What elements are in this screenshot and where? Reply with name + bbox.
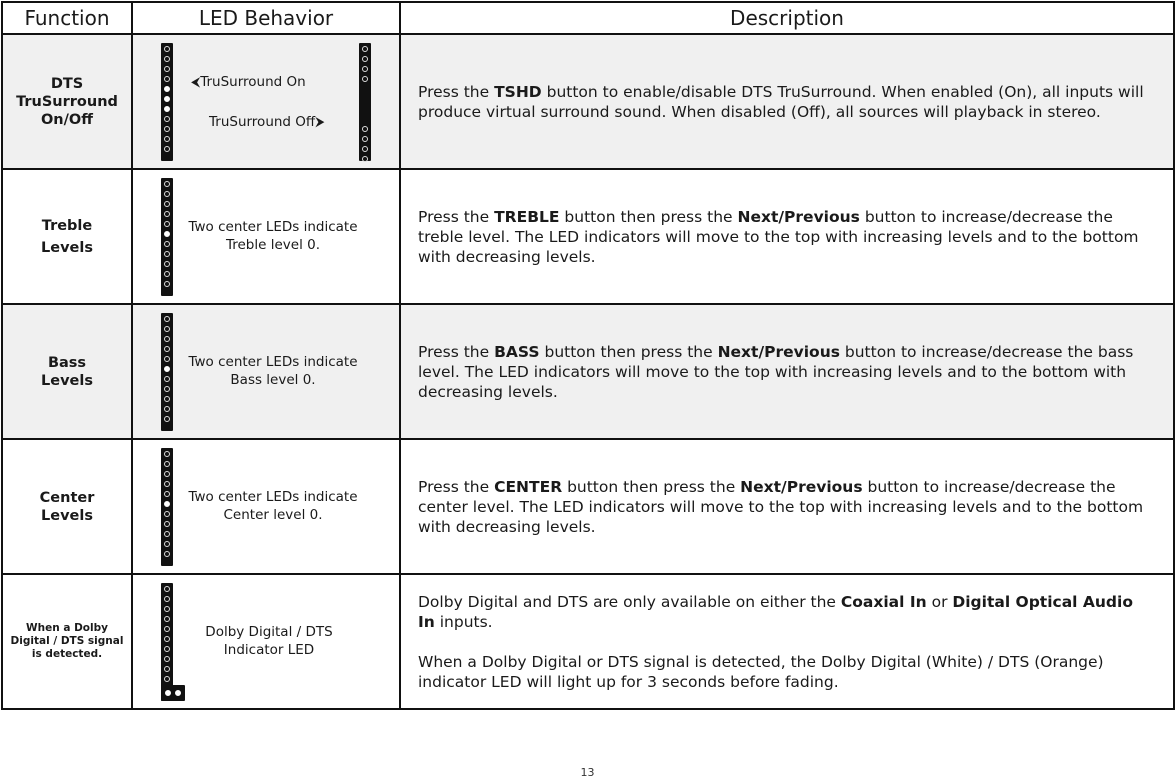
- led-dot: [164, 491, 170, 497]
- led-caption: [183, 353, 363, 389]
- led-dot: [164, 461, 170, 467]
- led-dot: [164, 396, 170, 402]
- led-dot: [164, 481, 170, 487]
- led-caption-line: Center level 0.: [223, 507, 323, 523]
- table-row: [2, 574, 1174, 709]
- led-dot: [164, 531, 170, 537]
- bold-term: Next/Previous: [740, 477, 863, 496]
- led-dot: [164, 406, 170, 412]
- function-cell: [2, 304, 132, 439]
- function-label: Digital / DTS signal: [10, 635, 124, 647]
- text-run: or: [926, 592, 953, 611]
- led-dot: [164, 511, 170, 517]
- led-strip: [161, 583, 173, 701]
- led-dot: [164, 346, 170, 352]
- function-label: Levels: [41, 372, 93, 389]
- function-label: TruSurround: [16, 93, 118, 110]
- led-caption: [179, 623, 359, 659]
- function-cell: [2, 34, 132, 169]
- page-number: 13: [580, 766, 595, 779]
- led-dot: [164, 521, 170, 527]
- led-caption-line: Two center LEDs indicate: [188, 354, 358, 370]
- text-run: inputs.: [434, 612, 493, 631]
- led-dot: [362, 76, 368, 82]
- bold-term: Coaxial In: [840, 592, 927, 611]
- led-caption-line: Dolby Digital / DTS: [205, 624, 333, 640]
- function-cell: [2, 169, 132, 304]
- led-dot: [164, 191, 170, 197]
- led-dot: [164, 626, 170, 632]
- led-dot: [164, 666, 170, 672]
- dolby-dts-indicator: [161, 685, 185, 701]
- function-label: is detected.: [31, 648, 103, 660]
- led-dot: [164, 501, 170, 507]
- function-label: Levels: [41, 239, 93, 256]
- led-strip-off: [359, 43, 371, 161]
- dolby-led-icon: [165, 690, 171, 696]
- led-dot: [164, 146, 170, 152]
- bold-term: CENTER: [494, 477, 563, 496]
- led-dot: [164, 46, 170, 52]
- text-run: button to increase/decrease the treble level. The LED indicators will move to the top with increasing levels and to the bottom with decreasing levels.: [418, 207, 1139, 266]
- led-dot: [164, 281, 170, 287]
- led-dot: [362, 136, 368, 142]
- led-strip: [161, 448, 173, 566]
- led-dot: [164, 451, 170, 457]
- text-run: button to enable/disable DTS TruSurround. When enabled (On), all inputs will produce virtual surround sound. When disabled (Off), all sources will playback in stereo.: [418, 82, 1144, 121]
- bold-term: Next/Previous: [717, 342, 840, 361]
- led-dot: [164, 86, 170, 92]
- led-dot: [164, 646, 170, 652]
- bold-term: TREBLE: [494, 207, 560, 226]
- led-dot: [362, 156, 368, 162]
- description-cell: [400, 34, 1174, 169]
- led-dot: [164, 541, 170, 547]
- led-dot: [164, 261, 170, 267]
- bold-term: Next/Previous: [737, 207, 860, 226]
- led-function-table: [1, 1, 1175, 710]
- bold-term: TSHD: [494, 82, 542, 101]
- led-dot: [362, 46, 368, 52]
- text-run: Press the: [418, 342, 495, 361]
- description-cell: [400, 304, 1174, 439]
- led-caption-line: Bass level 0.: [230, 372, 316, 388]
- function-label: DTS: [50, 75, 84, 92]
- led-dot: [164, 616, 170, 622]
- led-dot: [164, 241, 170, 247]
- led-caption-line: Treble level 0.: [225, 237, 320, 253]
- led-dot: [164, 586, 170, 592]
- description-text: When a Dolby Digital or DTS signal is detected, the Dolby Digital (White) / DTS (Orange) indicator LED will light up for 3 seconds before fading.: [418, 652, 1104, 691]
- led-dot: [164, 221, 170, 227]
- led-on-text: TruSurround On: [200, 74, 306, 90]
- led-caption-line: Indicator LED: [223, 642, 315, 658]
- led-dot: [164, 416, 170, 422]
- description-cell: [400, 574, 1174, 709]
- led-strip: [161, 313, 173, 431]
- led-dot: [164, 326, 170, 332]
- table-row: [2, 304, 1174, 439]
- function-label: When a Dolby: [26, 622, 108, 634]
- text-run: button then press the: [539, 342, 718, 361]
- led-behavior-cell: [132, 34, 400, 169]
- dts-led-icon: [175, 690, 181, 696]
- led-dot: [362, 146, 368, 152]
- header-description: Description: [400, 2, 1174, 34]
- function-label: Bass: [47, 354, 87, 371]
- description-text: [418, 207, 1155, 267]
- led-dot: [164, 336, 170, 342]
- led-dot: [164, 66, 170, 72]
- led-dot: [164, 596, 170, 602]
- led-caption-line: Two center LEDs indicate: [188, 219, 358, 235]
- led-dot: [164, 181, 170, 187]
- led-strip: [161, 43, 173, 161]
- function-label: On/Off: [40, 111, 94, 128]
- led-dot: [164, 386, 170, 392]
- led-dot: [164, 376, 170, 382]
- led-dot: [164, 471, 170, 477]
- text-run: Press the: [418, 207, 495, 226]
- led-dot: [164, 126, 170, 132]
- led-behavior-cell: [132, 169, 400, 304]
- led-dot: [164, 676, 170, 682]
- trusurround-off-label: [209, 113, 359, 132]
- bold-term: BASS: [494, 342, 540, 361]
- description-cell: [400, 439, 1174, 574]
- description-cell: [400, 169, 1174, 304]
- led-dot: [164, 136, 170, 142]
- header-led-behavior: LED Behavior: [132, 2, 400, 34]
- text-run: Press the: [418, 82, 495, 101]
- header-function: Function: [2, 2, 132, 34]
- led-caption: [183, 218, 363, 254]
- bold-term: Digital Optical Audio In: [418, 592, 1133, 631]
- function-label: Treble: [41, 217, 93, 234]
- description-text: [418, 342, 1155, 402]
- led-dot: [164, 271, 170, 277]
- text-run: button to increase/decrease the bass level. The LED indicators will move to the top with increasing levels and to the bottom with decreasing levels.: [418, 342, 1134, 401]
- led-off-text: TruSurround Off: [209, 114, 316, 130]
- led-dot: [164, 56, 170, 62]
- trusurround-on-label: [191, 73, 331, 92]
- table-row: [2, 34, 1174, 169]
- table-row: [2, 169, 1174, 304]
- led-dot: [164, 96, 170, 102]
- function-cell: [2, 439, 132, 574]
- text-run: Press the: [418, 477, 495, 496]
- led-dot: [164, 211, 170, 217]
- led-dot: [164, 106, 170, 112]
- led-dot: [164, 76, 170, 82]
- led-behavior-cell: [132, 439, 400, 574]
- led-dot: [164, 201, 170, 207]
- led-dot: [362, 56, 368, 62]
- led-dot: [164, 356, 170, 362]
- led-dot: [164, 656, 170, 662]
- led-caption-line: Two center LEDs indicate: [188, 489, 358, 505]
- led-dot: [164, 636, 170, 642]
- table-row: [2, 439, 1174, 574]
- led-dot: [164, 251, 170, 257]
- text-run: button to increase/decrease the center level. The LED indicators will move to the top with increasing levels and to the bottom with decreasing levels.: [418, 477, 1144, 536]
- led-dot: [164, 316, 170, 322]
- text-run: button then press the: [562, 477, 741, 496]
- led-dot: [164, 606, 170, 612]
- arrow-left-icon: ⮜: [191, 75, 201, 90]
- function-cell: [2, 574, 132, 709]
- text-run: button then press the: [559, 207, 738, 226]
- led-dot: [164, 551, 170, 557]
- led-dot: [164, 366, 170, 372]
- led-dot: [164, 116, 170, 122]
- led-caption: [183, 488, 363, 524]
- led-dot: [164, 231, 170, 237]
- description-text: [418, 82, 1155, 122]
- led-dot: [362, 126, 368, 132]
- function-label: Levels: [41, 507, 93, 524]
- function-label: Center: [39, 489, 95, 506]
- led-behavior-cell: [132, 304, 400, 439]
- text-run: Dolby Digital and DTS are only available on either the: [418, 592, 841, 611]
- description-text: [418, 477, 1155, 537]
- led-behavior-cell: [132, 574, 400, 709]
- led-dot: [362, 66, 368, 72]
- arrow-right-icon: ⮞: [315, 115, 325, 130]
- led-strip: [161, 178, 173, 296]
- description-text: [418, 592, 1155, 632]
